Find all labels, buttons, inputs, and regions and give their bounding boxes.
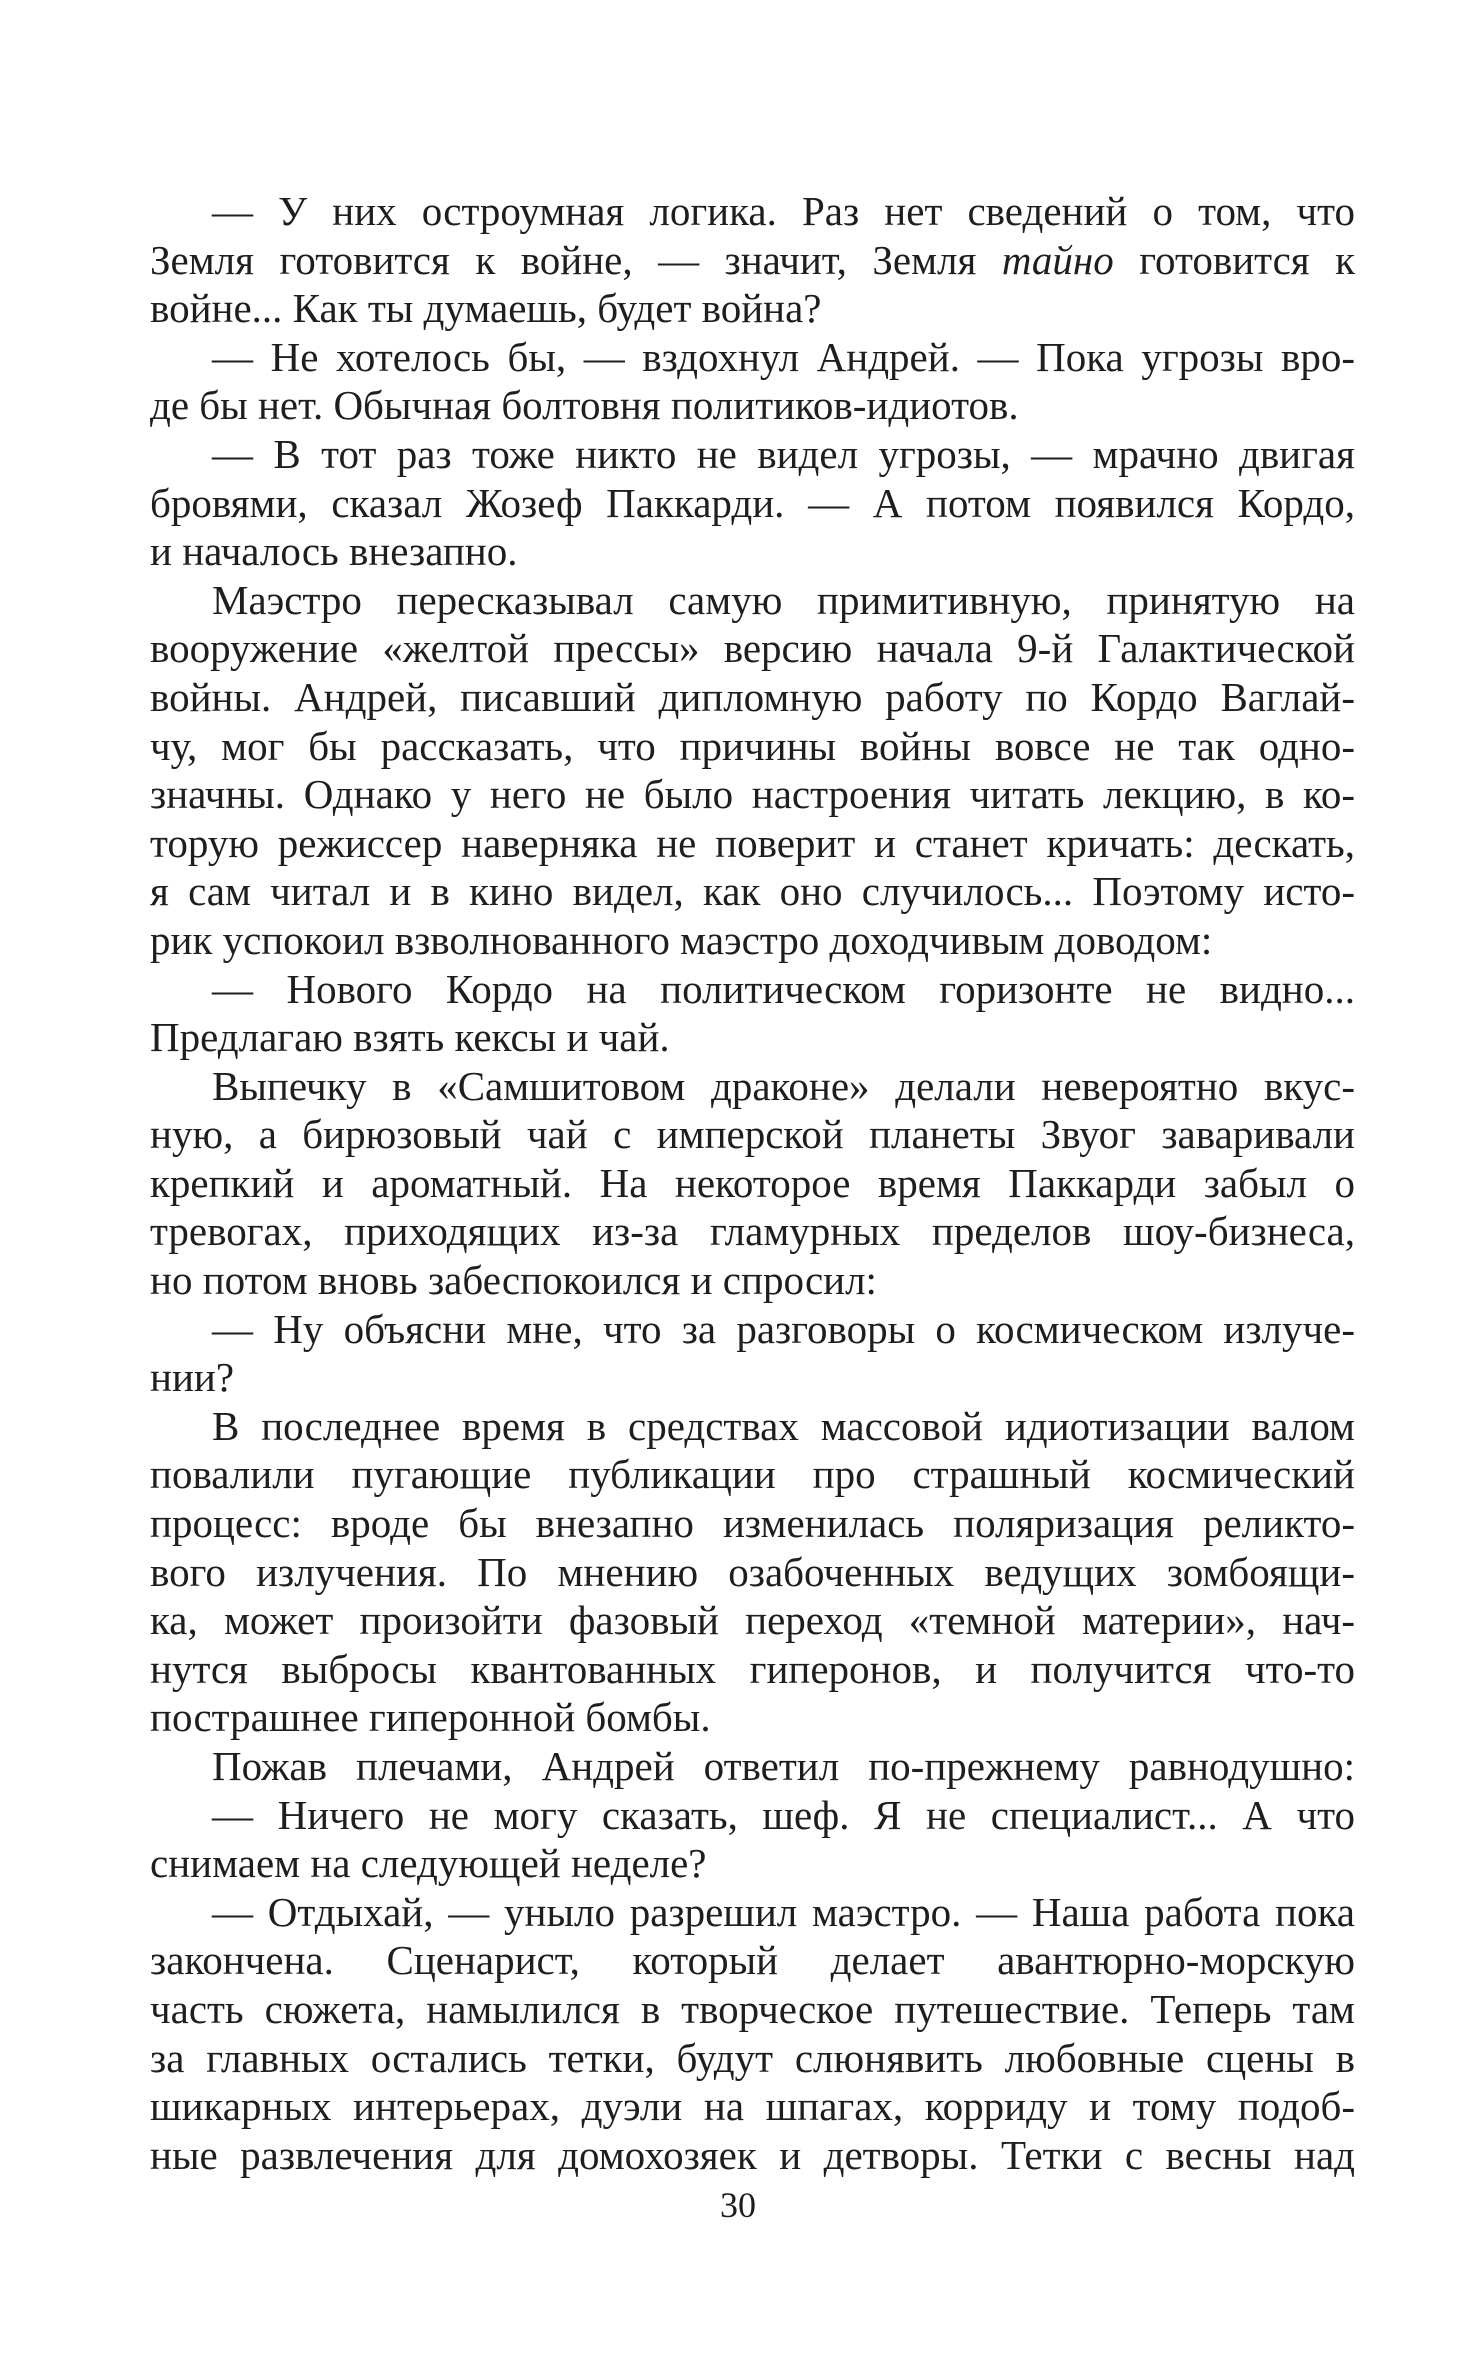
text-line: пострашнее гиперонной бомбы. <box>150 1694 711 1741</box>
text-line: ную, а бирюзовый чай с имперской планеты Звуог заваривали <box>150 1111 1355 1158</box>
text-line: бровями, сказал Жозеф Паккарди. — А потом появился Кордо, <box>150 479 1355 526</box>
text-line: Предлагаю взять кексы и чай. <box>150 1014 670 1061</box>
text-line: нутся выбросы квантованных гиперонов, и получится что-то <box>150 1645 1355 1692</box>
text-line: рик успокоил взволнованного маэстро доходчивым доводом: <box>150 916 1213 963</box>
text-line: процесс: вроде бы внезапно изменилась поляризация реликто- <box>150 1500 1355 1547</box>
text-line: за главных остались тетки, будут слюнявить любовные сцены в <box>150 2034 1355 2081</box>
text-line: — В тот раз тоже никто не видел угрозы, — мрачно двигая <box>212 430 1355 477</box>
text-line: торую режиссер наверняка не поверит и станет кричать: дескать, <box>150 819 1355 866</box>
text-line: но потом вновь забеспокоился и спросил: <box>150 1257 877 1304</box>
text-line: де бы нет. Обычная болтовня политиков-идиотов. <box>150 382 1019 429</box>
text-run: Земля готовится к войне, — значит, Земля <box>150 236 1002 283</box>
text-line: вооружение «желтой прессы» версию начала 9-й Галактической <box>150 625 1355 672</box>
text-line: вого излучения. По мнению озабоченных ведущих зомбоящи- <box>150 1548 1355 1595</box>
text-line: и началось внезапно. <box>150 528 518 575</box>
text-line: Маэстро пересказывал самую примитивную, принятую на <box>212 576 1355 623</box>
text-line: В последнее время в средствах массовой идиотизации валом <box>212 1402 1355 1449</box>
text-line: ные развлечения для домохозяек и детворы. Тетки с весны над <box>150 2131 1355 2178</box>
text-line: войны. Андрей, писавший дипломную работу по Кордо Ваглай- <box>150 673 1355 720</box>
text-line: я сам читал и в кино видел, как оно случилось... Поэтому исто- <box>150 868 1355 915</box>
text-line: — Нового Кордо на политическом горизонте не видно... <box>212 965 1355 1012</box>
body-text <box>150 187 1355 2179</box>
text-line <box>150 236 1355 285</box>
text-line: — Ну объясни мне, что за разговоры о космическом излуче- <box>212 1305 1355 1352</box>
text-line: ка, может произойти фазовый переход «темной материи», нач- <box>150 1597 1355 1644</box>
text-line: закончена. Сценарист, который делает авантюрно-морскую <box>150 1937 1355 1984</box>
text-line: шикарных интерьерах, дуэли на шпагах, корриду и тому подоб- <box>150 2083 1355 2130</box>
text-line: нии? <box>150 1354 235 1401</box>
text-line: войне... Как ты думаешь, будет война? <box>150 285 822 332</box>
text-line: значны. Однако у него не было настроения читать лекцию, в ко- <box>150 771 1355 818</box>
text-line: — У них остроумная логика. Раз нет сведений о том, что <box>212 188 1355 234</box>
text-line: — Ничего не могу сказать, шеф. Я не специалист... А что <box>212 1791 1355 1838</box>
text-line: Выпечку в «Самшитовом драконе» делали невероятно вкус- <box>212 1062 1355 1109</box>
page-number: 30 <box>720 2185 756 2225</box>
text-line: чу, мог бы рассказать, что причины войны вовсе не так одно- <box>150 722 1355 769</box>
text-line: часть сюжета, намылился в творческое путешествие. Теперь там <box>150 1985 1355 2032</box>
text-line: повалили пугающие публикации про страшный космический <box>150 1451 1355 1498</box>
text-run: готовится к <box>1113 236 1356 283</box>
text-line: снимаем на следующей неделе? <box>150 1840 707 1887</box>
text-line: — Не хотелось бы, — вздохнул Андрей. — Пока угрозы вро- <box>212 333 1355 380</box>
italic-word: тайно <box>1001 236 1114 283</box>
text-line: Пожав плечами, Андрей ответил по-прежнему равнодушно: <box>212 1743 1355 1789</box>
text-line: тревогах, приходящих из-за гламурных пределов шоу-бизнеса, <box>150 1208 1355 1255</box>
text-line: крепкий и ароматный. На некоторое время Паккарди забыл о <box>150 1159 1355 1206</box>
text-line: — Отдыхай, — уныло разрешил маэстро. — Наша работа пока <box>212 1888 1355 1935</box>
